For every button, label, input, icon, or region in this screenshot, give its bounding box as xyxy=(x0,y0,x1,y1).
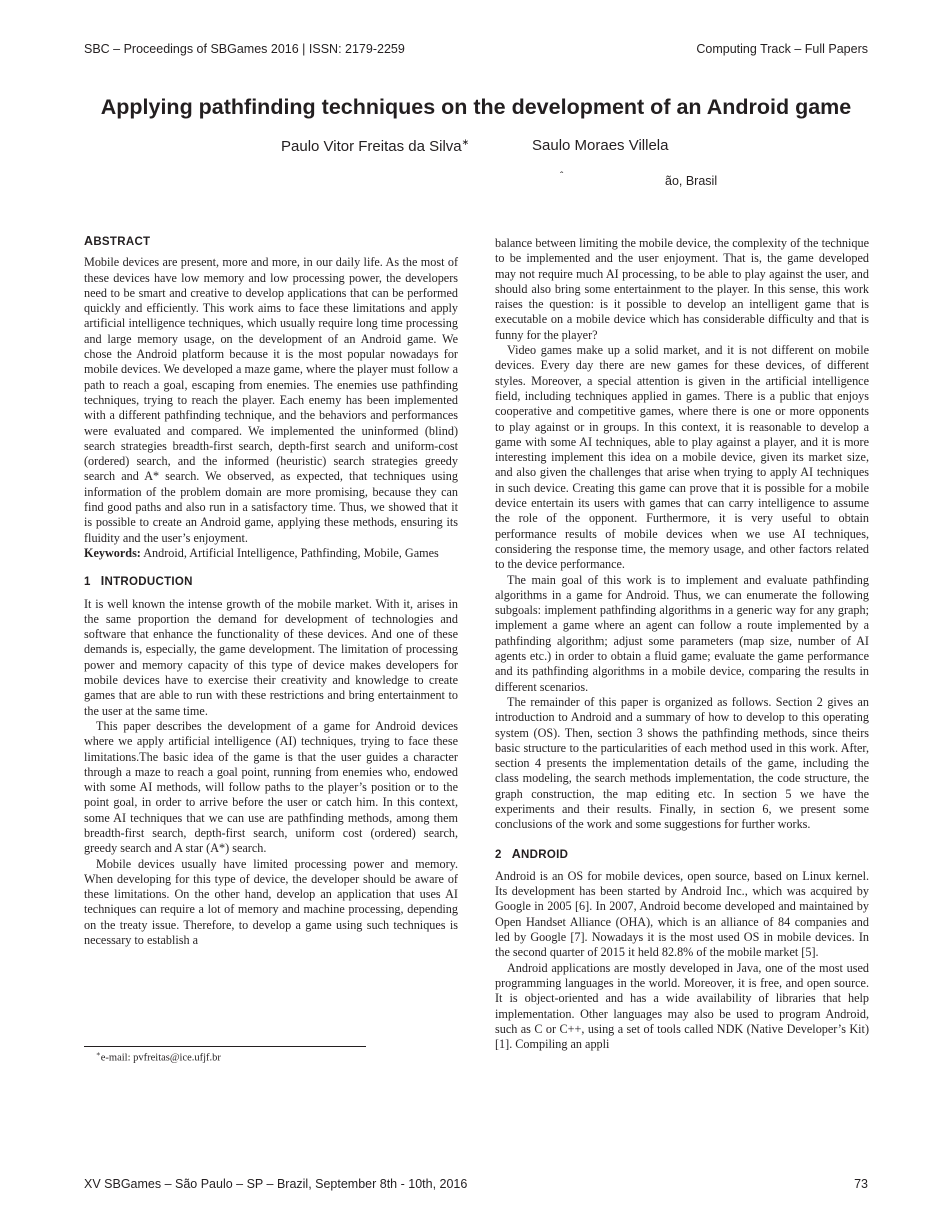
footnote-rule xyxy=(84,1046,366,1047)
right-paragraph-2: Video games make up a solid market, and it is not different on mobile devices. Every day there are new games for these devices, of different styles. Moreover, a special attention is given in the artificial intelligence field, including techniques applied in games. There is a public that enjoys cooperative and competitive games, where there is one or more opponents to play against or in groups. In this context, it is reasonable to develop a game with some AI techniques, able to play against a player, and it is more interesting implement this idea on a mobile device, given its market size, and also given the challenges that arise when trying to apply AI techniques in such device. Creating this game can prove that it is possible for a mobile device entertain its users with games that can carry intelligence to assume the role of the opponent. Furthermore, it is very useful to obtain performance results of mobile devices when we use AI techniques, considering the response time, the memory usage, and other factors related to the device performance. xyxy=(495,343,869,572)
android-paragraph-2: Android applications are mostly developed in Java, one of the most used programming languages in the world. Moreover, it is free, and open source. It is object-oriented and has a wide availability of libraries that help implementation. Other languages may also be used to program Android, such as C or C++, using a set of tools called NDK (Native Developer’s Kit) [1]. Compiling an appli xyxy=(495,960,869,1052)
abstract-heading: ABSTRACT xyxy=(84,234,151,248)
intro-paragraph-1: It is well known the intense growth of the mobile market. With it, arises in the same proportion the demand for development of technologies and software that enhance the functionality of these devices. And one of these demands is, especially, the game development. The limitation of processing power and memory capacity of this type of device makes developers for mobile devices have to exercise their creativity and knowledge to create games that are able to run with these restrictions and bring entertainment to the user at the same time. xyxy=(84,596,458,718)
right-paragraph-3: The main goal of this work is to implement and evaluate pathfinding algorithms in a game for Android. Thus, we can enumerate the following subgoals: implement pathfinding algorithms in a generic way for any graph; implement a game where an agent can follow a route implemented by a pathfinding algorithm; adjust some parameters (map size, number of AI agents etc.) in order to obtain a fluid game; evaluate the game performance and its pathfinding algorithms in a mobile device, comparing the results in different scenarios. xyxy=(495,572,869,694)
running-header-right: Computing Track – Full Papers xyxy=(696,42,868,56)
footnote-text: e-mail: pvfreitas@ice.ufjf.br xyxy=(100,1052,221,1064)
author-2-name: Saulo Moraes Villela xyxy=(532,137,669,154)
running-header-left: SBC – Proceedings of SBGames 2016 | ISSN: 2179-2259 xyxy=(84,42,405,56)
abstract-text: Mobile devices are present, more and more, in our daily life. As the most of these devices have low memory and low processing power, the developers need to be smart and creative to develop applications that can be performed quickly and efficiently. This work aims to face these limitations and apply artificial intelligence techniques, which usually require long time processing and large memory usage, on the development of an Android game. We chose the Android platform because it is the most popular nowadays for mobile devices. We developed a maze game, where the player must follow a path to reach a goal, escaping from enemies. The enemies use pathfinding techniques, trying to reach the player. Each enemy has been implemented with a different pathfinding technique, and the behaviors and performances were evaluated and compared. We implemented the uninformed (blind) search strategies breadth-first search, depth-first search and uniform-cost (ordered) search, and the informed (heuristic) search strategies greedy search and A* search. We observed, as expected, that techniques using information of the problem domain are more promising, because they can find good paths and also run in a satisfactory time. Thus, we showed that it is possible to create an Android game, applying these methods, ensuring its fluidity and the user’s enjoyment. xyxy=(84,255,458,545)
right-column xyxy=(495,236,869,1052)
author-1-footnote-mark: ∗ xyxy=(461,137,470,147)
right-paragraph-4: The remainder of this paper is organized as follows. Section 2 gives an introduction to Android and a summary of how to develop to this operating system (OS). Then, section 3 shows the pathfinding methods, since theirs basic structure to the particularities of each method used in this work. After, section 4 presents the implementation details of the game, including the class modeling, the search methods implementation, the code structure, the graph construction, the map editing etc. In section 5 we have the experiments and their results. Finally, in section 6, we present some conclusions of the work and some suggestions for further works. xyxy=(495,694,869,832)
keywords-label: Keywords: xyxy=(84,545,141,560)
introduction-heading: 1 INTRODUCTION xyxy=(84,574,193,589)
running-footer-left: XV SBGames – São Paulo – SP – Brazil, September 8th - 10th, 2016 xyxy=(84,1177,468,1191)
right-paragraph-1: balance between limiting the mobile device, the complexity of the technique to be implemented and the user enjoyment. That is, the game developed may not require much AI processing, to be able to play against the user, and should also bring some entertainment to the player. In this sense, this work raises the question: is it possible to develop an intelligent game that is executable on a mobile device which has considerable difficulty and that is funny for the player? xyxy=(495,236,869,342)
affiliation: ão, Brasil xyxy=(665,174,718,188)
footnote-mark: ∗ xyxy=(96,1050,101,1058)
android-paragraph-1: Android is an OS for mobile devices, open source, based on Linux kernel. Its development has been started by Android Inc., which was acquired by Google in 2005 [6]. In 2007, Android become developed and maintained by Open Handset Alliance (OHA), which is an alliance of 84 companies and led by Google [7]. Nowadays it is the most used OS in mobile devices. In the second quarter of 2015 it held 82.8% of the mobile market [5]. xyxy=(495,868,869,960)
android-heading: 2 ANDROID xyxy=(495,846,569,861)
author-1-name: Paulo Vitor Freitas da Silva xyxy=(281,138,462,155)
intro-paragraph-2: This paper describes the development of a game for Android devices where we apply artificial intelligence (AI) techniques, trying to face these limitations.The basic idea of the game is that the user guides a character through a maze to reach a goal point, running from enemies who, endowed with some AI methods, will follow paths to the player’s position or to the point goal, in order to arrive before the user or catch him. In this context, some AI techniques that we can use are pathfinding methods, among them breadth-first search, depth-first search, uniform cost (ordered) search, greedy search and A star (A*) search. xyxy=(84,718,458,856)
footnote xyxy=(96,1050,221,1064)
affiliation-accent-mark: ˆ xyxy=(560,171,564,182)
intro-paragraph-3: Mobile devices usually have limited processing power and memory. When developing for this type of device, the developer should be aware of these limitations. On the other hand, develop an application that uses AI techniques can require a lot of memory and machine processing, depending on the treaty issue. Therefore, to develop a game using such techniques is necessary to establish a xyxy=(84,856,458,948)
page-number: 73 xyxy=(854,1177,868,1191)
author-2 xyxy=(532,137,668,154)
paper-title: Applying pathfinding techniques on the development of an Android game xyxy=(100,95,852,119)
author-1 xyxy=(281,137,469,155)
keywords xyxy=(84,546,458,561)
keywords-list: Android, Artificial Intelligence, Pathfinding, Mobile, Games xyxy=(143,545,439,560)
left-column xyxy=(84,234,458,948)
